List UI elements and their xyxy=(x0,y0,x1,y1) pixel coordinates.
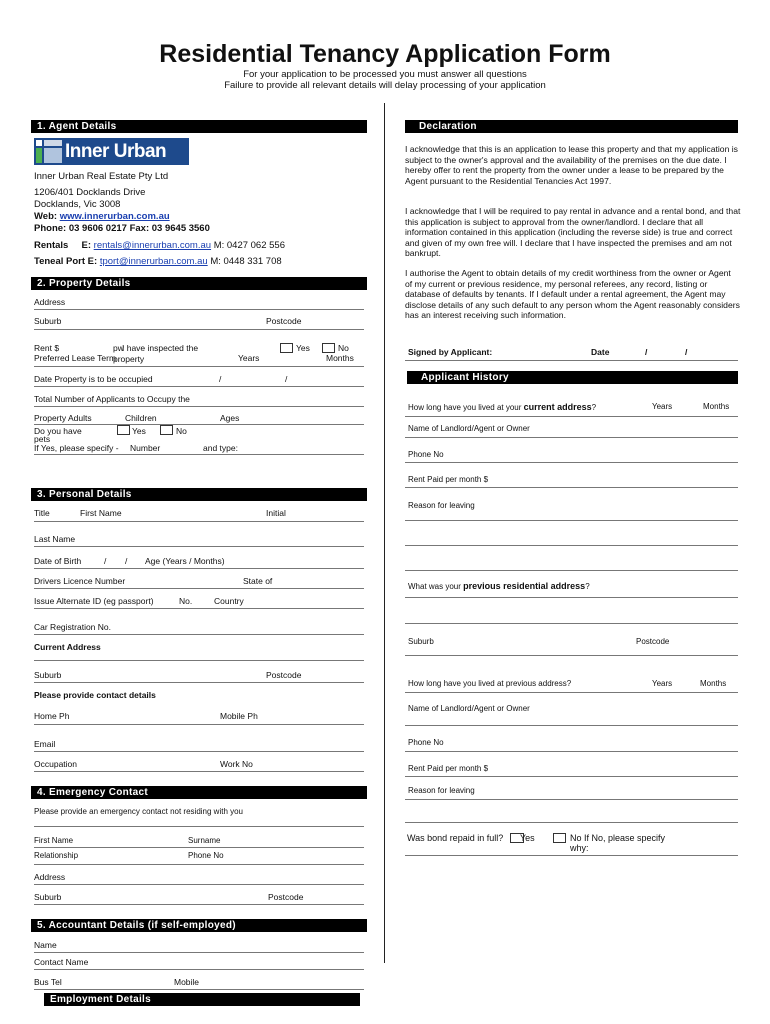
rentals-mobile: M: 0427 062 556 xyxy=(213,240,285,251)
occupation-field[interactable] xyxy=(34,771,364,772)
licence-label: Drivers Licence Number xyxy=(34,576,126,586)
previous-reason-field[interactable] xyxy=(405,822,738,823)
ages-label: Ages xyxy=(220,413,240,423)
emergency-note-line xyxy=(34,826,364,827)
emergency-first-name-label: First Name xyxy=(34,836,74,845)
section-property-details: 2. Property Details xyxy=(31,277,367,290)
pets-type-label: and type: xyxy=(203,443,238,453)
mobile-ph-label: Mobile Ph xyxy=(220,711,258,721)
rent-paid-label: Rent Paid per month $ xyxy=(408,475,489,484)
pets-specify-label: If Yes, please specify - xyxy=(34,443,119,453)
agent-company: Inner Urban Real Estate Pty Ltd xyxy=(34,171,169,182)
accountant-contact-label: Contact Name xyxy=(34,957,89,967)
agent-address: 1206/401 Docklands Drive xyxy=(34,187,146,198)
emergency-relationship-label: Relationship xyxy=(34,851,79,860)
previous-landlord-field[interactable] xyxy=(405,725,738,726)
first-name-label: First Name xyxy=(80,508,122,518)
logo-grid-icon xyxy=(36,140,62,163)
landlord-field[interactable] xyxy=(405,437,738,438)
emergency-suburb-field[interactable] xyxy=(34,904,364,905)
pets-field[interactable] xyxy=(34,454,364,455)
current-duration-text: How long have you lived at your xyxy=(408,403,522,412)
pets-no-label: No xyxy=(176,426,187,436)
issue-id-field[interactable] xyxy=(34,608,364,609)
section-accountant-details: 5. Accountant Details (if self-employed) xyxy=(31,919,367,932)
previous-rent-label: Rent Paid per month $ xyxy=(408,764,489,773)
accountant-contact-field[interactable] xyxy=(34,969,364,970)
bond-no-checkbox[interactable] xyxy=(553,833,566,843)
reason-leaving-field[interactable] xyxy=(405,570,738,571)
agent-address: Docklands, Vic 3008 xyxy=(34,199,121,210)
bond-why-label: why: xyxy=(570,843,589,853)
signature-date-slash: / xyxy=(685,347,688,357)
signature-date-label: Date xyxy=(591,347,610,357)
current-months-label: Months xyxy=(703,402,730,411)
property-suburb-field[interactable] xyxy=(34,329,364,330)
property-address-label: Address xyxy=(34,297,66,307)
car-reg-field[interactable] xyxy=(34,634,364,635)
rentals-label: Rentals xyxy=(34,240,69,251)
pets-yes-label: Yes xyxy=(132,426,146,436)
emergency-note: Please provide an emergency contact not residing with you xyxy=(34,807,244,816)
pets-no-checkbox[interactable] xyxy=(160,425,173,435)
dob-field[interactable] xyxy=(34,568,364,569)
agent-web xyxy=(34,211,170,222)
suburb-label: Suburb xyxy=(34,670,62,680)
email-field[interactable] xyxy=(34,751,364,752)
current-duration-field[interactable] xyxy=(405,416,738,417)
previous-rent-field[interactable] xyxy=(405,776,738,777)
previous-reason-label: Reason for leaving xyxy=(408,786,475,795)
adults-label: Property Adults xyxy=(34,413,92,423)
web-link[interactable]: www.innerurban.com.au xyxy=(59,211,170,222)
section-emergency-contact: 4. Emergency Contact xyxy=(31,786,367,799)
question-mark: ? xyxy=(585,582,590,591)
signature-field[interactable] xyxy=(405,360,738,361)
emergency-address-field[interactable] xyxy=(34,884,364,885)
date-occupied-label: Date Property is to be occupied xyxy=(34,374,153,384)
previous-phone-label: Phone No xyxy=(408,738,444,747)
accountant-bus-tel-label: Bus Tel xyxy=(34,977,62,987)
page-subtitle: For your application to be processed you must answer all questions xyxy=(243,69,527,80)
previous-address-question xyxy=(408,581,590,592)
current-duration-question xyxy=(408,402,596,413)
section-applicant-history: Applicant History xyxy=(407,371,738,384)
page-subtitle: Failure to provide all relevant details will delay processing of your application xyxy=(224,80,546,91)
teneal-label: Teneal Port E: xyxy=(34,256,98,267)
logo-text: Inner Urban xyxy=(65,141,167,162)
column-divider xyxy=(384,103,385,963)
pets-label: pets xyxy=(34,434,51,444)
reason-leaving-field[interactable] xyxy=(405,520,738,521)
inspected-no-checkbox[interactable] xyxy=(322,343,335,353)
emergency-phone-label: Phone No xyxy=(188,851,224,860)
previous-address-field[interactable] xyxy=(405,597,738,598)
previous-years-label: Years xyxy=(652,679,673,688)
inspected-yes-checkbox[interactable] xyxy=(280,343,293,353)
property-postcode-label: Postcode xyxy=(266,316,302,326)
total-applicants-field[interactable] xyxy=(34,406,364,407)
signature-date-slash: / xyxy=(645,347,648,357)
id-no-label: No. xyxy=(179,596,193,606)
emergency-name-field[interactable] xyxy=(34,847,364,848)
accountant-name-field[interactable] xyxy=(34,952,364,953)
title-label: Title xyxy=(34,508,50,518)
previous-phone-field[interactable] xyxy=(405,751,738,752)
country-label: Country xyxy=(214,596,244,606)
pw-label: pw xyxy=(113,343,124,353)
inspected-yes-label: Yes xyxy=(296,343,310,353)
page-title: Residential Tenancy Application Form xyxy=(159,40,611,68)
last-name-field[interactable] xyxy=(34,546,364,547)
teneal-mobile: M: 0448 331 708 xyxy=(210,256,282,267)
pets-yes-checkbox[interactable] xyxy=(117,425,130,435)
total-applicants-label: Total Number of Applicants to Occupy the xyxy=(34,394,190,404)
property-suburb-label: Suburb xyxy=(34,316,62,326)
reason-leaving-label: Reason for leaving xyxy=(408,501,475,510)
pets-number-label: Number xyxy=(130,443,161,453)
inspected-label: I have inspected the xyxy=(122,343,199,353)
landlord-label: Name of Landlord/Agent or Owner xyxy=(408,424,530,433)
lease-term-label: Preferred Lease Term xyxy=(34,353,117,363)
date-slash: / xyxy=(219,374,222,384)
lease-term-field[interactable] xyxy=(34,366,364,367)
issue-id-label: Issue Alternate ID (eg passport) xyxy=(34,596,154,606)
current-address-emphasis: current address xyxy=(523,402,592,412)
property-address-field[interactable] xyxy=(34,309,364,310)
declaration-paragraph: I authorise the Agent to obtain details of my credit worthiness from the owner or Agent of my current or previous residence, my personal referees, any record, listing or database of defaults by tenants. If I default under a rental agreement, the Agent may disclose details of any such default to any person whom the Agent reasonably considers has an interest receiving such information. xyxy=(405,268,740,321)
landlord-phone-field[interactable] xyxy=(405,462,738,463)
previous-suburb-field[interactable] xyxy=(405,655,738,656)
previous-address-field[interactable] xyxy=(405,623,738,624)
car-reg-label: Car Registration No. xyxy=(34,622,112,632)
date-slash: / xyxy=(285,374,288,384)
question-mark: ? xyxy=(591,403,597,412)
previous-landlord-label: Name of Landlord/Agent or Owner xyxy=(408,704,530,713)
accountant-mobile-label: Mobile xyxy=(174,977,200,987)
occupants-field[interactable] xyxy=(34,424,364,425)
current-address-label: Current Address xyxy=(34,642,101,652)
emergency-relationship-field[interactable] xyxy=(34,864,364,865)
declaration-paragraph: I acknowledge that this is an application to lease this property and that my application is subject to the owner's approval and the availability of the premises on the due date. I hereby offer to rent the property from the owner under a lease to be prepared by the Agent pursuant to the Residential Tenancies Act 1997. xyxy=(405,144,738,186)
dob-slash: / xyxy=(125,556,128,566)
teneal-email-link[interactable]: tport@innerurban.com.au xyxy=(99,256,208,267)
declaration-paragraph: I acknowledge that I will be required to pay rental in advance and a rental bond, and that this application is subject to approval from the owner/landlord. I declare that all information contained in this application (including the reverse side) is true and correct and given of my own free will. I declare that I have inspected the premises and am not bankrupt. xyxy=(405,206,741,259)
emergency-surname-label: Surname xyxy=(188,836,221,845)
age-label: Age (Years / Months) xyxy=(145,556,225,566)
dob-slash: / xyxy=(104,556,107,566)
inspected-no-label: No xyxy=(338,343,349,353)
previous-duration-question: How long have you lived at previous address? xyxy=(408,679,572,688)
home-ph-label: Home Ph xyxy=(34,711,70,721)
inner-urban-logo xyxy=(34,138,189,165)
lease-years-label: Years xyxy=(238,353,260,363)
rent-label: Rent $ xyxy=(34,343,60,353)
property-word: property xyxy=(113,354,145,364)
email-label: Email xyxy=(34,739,56,749)
phone-field[interactable] xyxy=(34,724,364,725)
current-address-field[interactable] xyxy=(34,660,364,661)
emergency-suburb-label: Suburb xyxy=(34,892,62,902)
rentals-contact xyxy=(34,240,285,251)
reason-leaving-field[interactable] xyxy=(405,545,738,546)
children-label: Children xyxy=(125,413,157,423)
rentals-email-link[interactable]: rentals@innerurban.com.au xyxy=(93,240,212,251)
accountant-name-label: Name xyxy=(34,940,57,950)
signed-label: Signed by Applicant: xyxy=(408,347,493,357)
section-employment-details: Employment Details xyxy=(44,993,360,1006)
contact-details-heading: Please provide contact details xyxy=(34,690,156,700)
rent-paid-field[interactable] xyxy=(405,487,738,488)
postcode-label: Postcode xyxy=(266,670,302,680)
previous-suburb-label: Suburb xyxy=(408,637,434,646)
previous-duration-field[interactable] xyxy=(405,692,738,693)
previous-postcode-label: Postcode xyxy=(636,637,670,646)
initial-label: Initial xyxy=(266,508,286,518)
teneal-contact xyxy=(34,256,282,267)
licence-field[interactable] xyxy=(34,588,364,589)
web-label: Web: xyxy=(34,211,58,222)
section-agent-details: 1. Agent Details xyxy=(31,120,367,133)
agent-phone: Phone: 03 9606 0217 Fax: 03 9645 3560 xyxy=(34,223,210,234)
suburb-field[interactable] xyxy=(34,682,364,683)
last-name-label: Last Name xyxy=(34,534,76,544)
lease-months-label: Months xyxy=(326,353,354,363)
emergency-address-label: Address xyxy=(34,872,66,882)
bond-yes-label: Yes xyxy=(520,833,535,843)
previous-reason-field[interactable] xyxy=(405,799,738,800)
email-label: E: xyxy=(81,240,92,251)
state-of-label: State of xyxy=(243,576,273,586)
bond-why-field[interactable] xyxy=(405,855,738,856)
work-no-label: Work No xyxy=(220,759,253,769)
emergency-postcode-label: Postcode xyxy=(268,892,304,902)
previous-months-label: Months xyxy=(700,679,727,688)
previous-address-text: What was your xyxy=(408,582,461,591)
date-occupied-field[interactable] xyxy=(34,386,364,387)
current-years-label: Years xyxy=(652,402,673,411)
pets-question: Do you have xyxy=(34,426,82,436)
dob-label: Date of Birth xyxy=(34,556,82,566)
landlord-phone-label: Phone No xyxy=(408,450,444,459)
previous-address-emphasis: previous residential address xyxy=(463,581,586,591)
accountant-phone-field[interactable] xyxy=(34,989,364,990)
bond-no-label: No If No, please specify xyxy=(570,833,666,843)
section-declaration: Declaration xyxy=(405,120,738,133)
bond-question: Was bond repaid in full? xyxy=(407,833,504,843)
occupation-label: Occupation xyxy=(34,759,77,769)
name-field[interactable] xyxy=(34,521,364,522)
section-personal-details: 3. Personal Details xyxy=(31,488,367,501)
